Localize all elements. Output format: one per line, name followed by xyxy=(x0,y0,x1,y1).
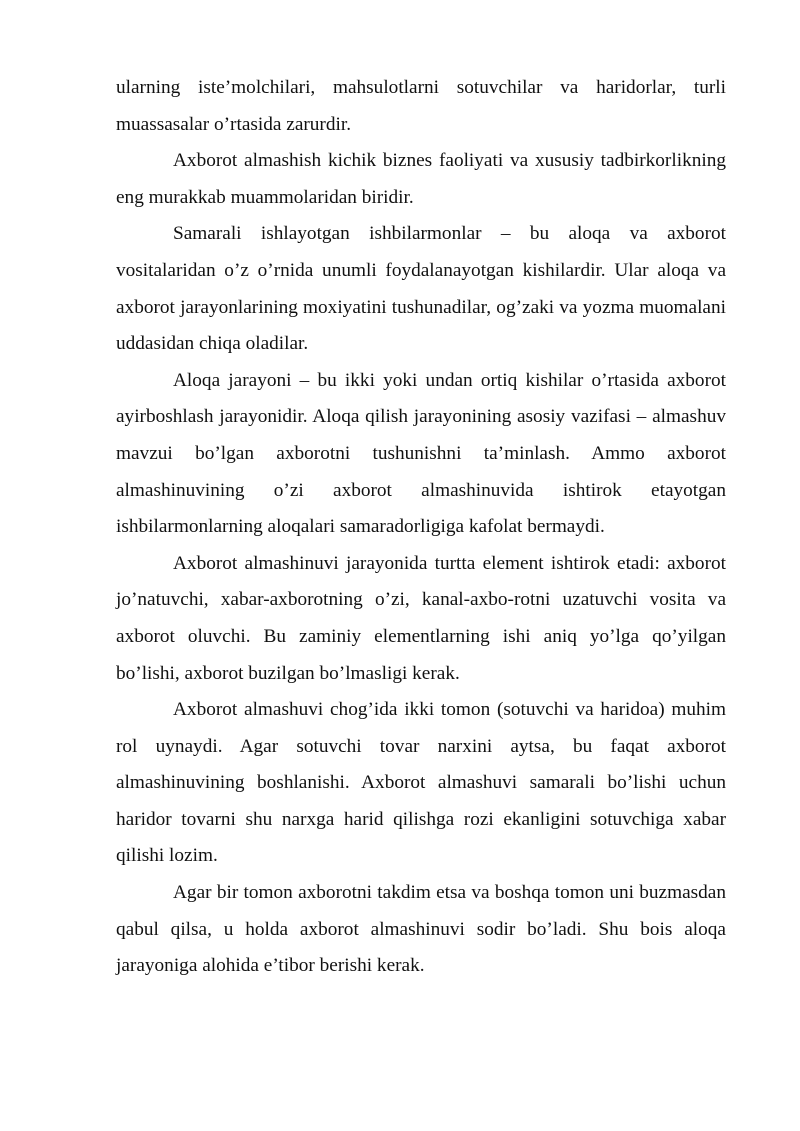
paragraph-conclusion: Agar bir tomon axborotni takdim etsa va boshqa tomon uni buzmasdan qabul qilsa, u holda axborot almashinuvi sodir bo’ladi. Shu bois aloqa jarayoniga alohida e’tibor berishi kerak. xyxy=(116,882,726,977)
paragraph-seller-buyer: Axborot almashuvi chog’ida ikki tomon (sotuvchi va haridoa) muhim rol uynaydi. Agar sotuvchi tovar narxini aytsa, bu faqat axborot almashinuvining boshlanishi. Axborot almashuvi samarali bo’lishi uchun haridor tovarni shu narxga harid qilishga rozi ekanligini sotuvchiga xabar qilishi lozim. xyxy=(116,699,726,867)
paragraph-effective-businessmen: Samarali ishlayotgan ishbilarmonlar – bu aloqa va axborot vositalaridan o’z o’rnida unumli foydalanayotgan kishilardir. Ular aloqa va axborot jarayonlarining moxiyatini tushunadilar, og’zaki va yozma muomalani uddasidan chiqa oladilar. xyxy=(116,223,726,355)
paragraph-information-exchange: Axborot almashish kichik biznes faoliyati va xususiy tadbirkorlikning eng murakkab muammolaridan biridir. xyxy=(116,150,726,208)
body-text xyxy=(116,70,726,985)
paragraph-four-elements: Axborot almashinuvi jarayonida turtta element ishtirok etadi: axborot jo’natuvchi, xabar-axborotning o’zi, kanal-axbo-rotni uzatuvchi vosita va axborot oluvchi. Bu zaminiy elementlarning ishi aniq yo’lga qo’yilgan bo’lishi, axborot buzilgan bo’lmasligi kerak. xyxy=(116,552,726,684)
paragraph-communication-process: Aloqa jarayoni – bu ikki yoki undan ortiq kishilar o’rtasida axborot ayirboshlash jarayonidir. Aloqa qilish jarayonining asosiy vazifasi – almashuv mavzui bo’lgan axborotni tushunishni ta’minlash. Ammo axborot almashinuvining o’zi axborot almashinuvida ishtirok etayotgan ishbilarmonlarning aloqalari samaradorligiga kafolat bermaydi. xyxy=(116,369,726,538)
paragraph-continuation: ularning iste’molchilari, mahsulotlarni sotuvchilar va haridorlar, turli muassasalar o’rtasida zarurdir. xyxy=(116,77,726,135)
